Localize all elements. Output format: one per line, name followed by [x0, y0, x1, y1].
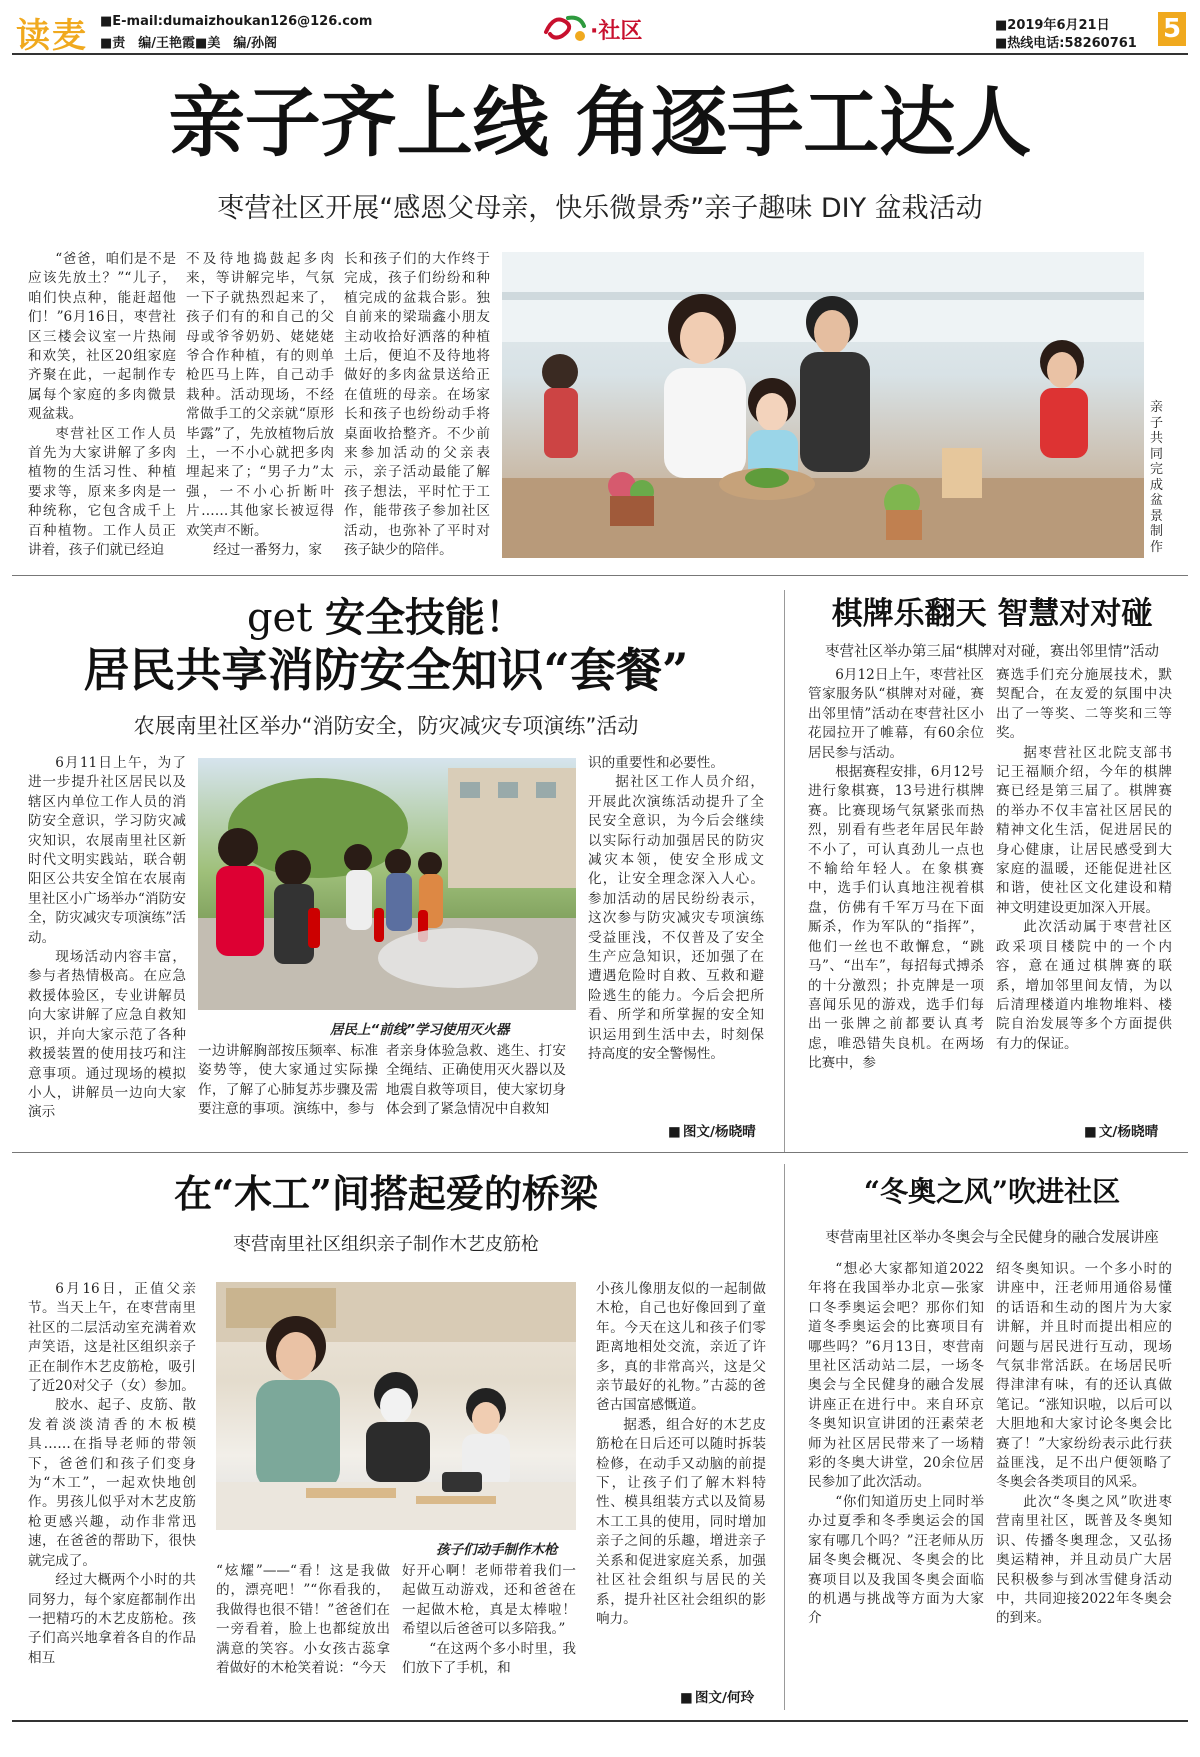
page-bottom-rule — [12, 1720, 1188, 1722]
winter-col1-para-2: “你们知道历史上同时举办过夏季和冬季奥运会的国家有哪几个吗？”汪老师从历届冬奥会概况、冬奥会的比赛项目以及我国冬奥会面临的机遇与挑战等方面为大家介 — [808, 1493, 984, 1627]
lead-col2-para-2: 经过一番努力，家 — [213, 542, 322, 559]
fire-col1-para-2: 现场活动内容丰富，参与者热情极高。在应急救援体验区，专业讲解员向大家讲解了应急自救知识，并向大家示范了各种救援装置的使用技巧和注意事项。通过现场的模拟小人，讲解员一边向大家演示 — [28, 949, 186, 1121]
lead-photo — [502, 252, 1144, 558]
wood-column-1 — [28, 1280, 196, 1706]
wood-col1-para-1: 6月16日，正值父亲节。当天上午，在枣营南里社区的二层活动室充满着欢声笑语，这是社区组织亲子正在制作木艺皮筋枪，吸引了近20对父子（女）参加。 — [28, 1281, 196, 1395]
lead-subheadline: 枣营社区开展“感恩父母亲，快乐微景秀”亲子趣味 DIY 盆栽活动 — [217, 193, 983, 224]
chess-col2-para-1: 赛选手们充分施展技术，默契配合，在友爱的氛围中决出了一等奖、二等奖和三等奖。 — [996, 667, 1172, 742]
lead-bottom-rule — [12, 575, 1188, 576]
wood-column-3 — [402, 1562, 576, 1698]
masthead — [0, 0, 1200, 54]
wood-col4-para-1: 小孩儿像朋友似的一起制做木枪，自己也好像回到了童年。今天在这儿和孩子们零距离地相处交流，亲近了许多，真的非常高兴，这是父亲节最好的礼物。”古蕊的爸爸古国富感慨道。 — [596, 1281, 766, 1414]
masthead-date: ■2019年6月21日 — [995, 18, 1110, 33]
fire-credit: ■ 图文/杨晓晴 — [668, 1120, 756, 1140]
paper-name-logo: 读麦 — [16, 16, 88, 56]
masthead-hotline: ■热线电话:58260761 — [995, 36, 1137, 51]
wood-column-2 — [216, 1562, 390, 1698]
fire-column-3 — [386, 1042, 566, 1140]
winter-col2-para-1: 绍冬奥知识。一个多小时的讲座中，汪老师用通俗易懂的话语和生动的图片为大家讲解，并且时而提出相应的问题与居民进行互动，现场气氛非常活跃。在场居民听得津津有味，有的还认真做笔记。“涨知识啦，以后可以大胆地和大家讨论冬奥会比赛了！”大家纷纷表示此行获益匪浅，足不出户便领略了冬奥会各类项目的风采。 — [996, 1261, 1172, 1491]
wood-photo-caption: 孩子们动手制作木枪 — [436, 1542, 558, 1558]
fire-col3-para-1: 者亲身体验急救、逃生、打安全绳结、正确使用灭火器以及地震自救等项目，使大家切身体会到了紧急情况中自救知 — [386, 1043, 566, 1118]
lead-col1-para-1: “爸爸，咱们是不是应该先放土？”“儿子，咱们快点种，能赶超他们！”6月16日，枣营社区三楼会议室一片热闹和欢笑，社区20组家庭齐聚在此，一起制作专属每个家庭的多肉微景观盆栽。 — [28, 251, 176, 423]
lead-col3-para-1: 长和孩子们的大作终于完成，孩子们纷纷和种植完成的盆栽合影。独自前来的梁瑞鑫小朋友主动收拾好洒落的种植土后，便迫不及待地将做好的多肉盆景送给正在值班的母亲。在场家长和孩子也纷纷动手将桌面收拾整齐。不少前来参加活动的父亲表示，亲子活动最能了解孩子想法，平时忙于工作，能带孩子参加社区活动，也弥补了平时对孩子缺少的陪伴。 — [344, 251, 490, 559]
section-mark-icon — [540, 10, 590, 46]
fire-photo-illustration — [198, 758, 576, 1010]
wood-col2-para-1: “炫耀”——“看！这是我做的，漂亮吧！”“你看我的，我做得也很不错！”爸爸们在一旁看着，脸上也都绽放出满意的笑容。小女孩古蕊拿着做好的木枪笑着说：“今天 — [216, 1563, 390, 1677]
fire-col1-para-1: 6月11日上午，为了进一步提升社区居民以及辖区内单位工作人员的消防安全意识，学习防灾减灾知识，农展南里社区新时代文明实践站，联合朝阳区公共安全馆在农展南里社区小广场举办“消防安全，防灾减灾专项演练”活动。 — [28, 755, 186, 946]
fire-kicker-cn: 安全技能！ — [325, 594, 526, 641]
fire-column-4 — [588, 754, 764, 1126]
fire-kicker — [0, 594, 772, 642]
wood-photo — [216, 1282, 576, 1530]
fire-subheadline: 农展南里社区举办“消防安全，防灾减灾专项演练”活动 — [133, 714, 639, 738]
middle-rule — [12, 1152, 1188, 1153]
wood-col1-para-3: 经过大概两个小时的共同努力，每个家庭都制作出一把精巧的木艺皮筋枪。孩子们高兴地拿着各自的作品相互 — [28, 1572, 196, 1666]
wood-column-4 — [596, 1280, 766, 1680]
chess-col2-para-2: 据枣营社区北院支部书记王福顺介绍，今年的棋牌赛已经是第三届了。棋牌赛的举办不仅丰富社区居民的精神文化生活，促进居民的身心健康，让居民感受到大家庭的温暖，还能促进社区和谐，使社区文化建设和精神文明建设更加深入开展。 — [996, 744, 1172, 916]
page-number-badge: 5 — [1158, 12, 1186, 46]
fire-col4-para-2: 据社区工作人员介绍，开展此次演练活动提升了全民安全意识，为今后会继续以实际行动加强居民的防灾减灾本领，使安全形成文化，让安全理念深入人心。参加活动的居民纷纷表示，这次参与防灾减灾专项演练受益匪浅，不仅普及了安全生产应急知识，还加强了在遭遇危险时自救、互救和避险逃生的能力。今后会把所看、所学和所掌握的安全知识运用到生活中去，时刻保持高度的安全警惕性。 — [588, 774, 764, 1063]
winter-col2-para-2: 此次“冬奥之风”吹进枣营南里社区，既普及冬奥知识、传播冬奥理念，又弘扬奥运精神，并且动员广大居民积极参与到冰雪健身活动中，共同迎接2022年冬奥会的到来。 — [996, 1493, 1172, 1627]
fire-col4-para-1: 识的重要性和必要性。 — [588, 755, 724, 771]
wood-col1-para-2: 胶水、起子、皮筋、散发着淡淡清香的木板模具……在指导老师的带领下，爸爸们和孩子们变身为“木工”，一起欢快地创作。男孩儿似乎对木艺皮筋枪更感兴趣，动作非常迅速，在爸爸的帮助下，很快就完成了。 — [28, 1397, 196, 1569]
masthead-rule — [12, 53, 1188, 55]
wood-credit: ■ 图文/何玲 — [680, 1686, 754, 1706]
chess-column-1 — [808, 666, 984, 1140]
chess-col1-para-2: 根据赛程安排，6月12号进行象棋赛，13号进行棋牌赛。比赛现场气氛紧张而热烈，别看有些老年居民年龄不小了，可认真劲儿一点也不输给年轻人。在象棋赛中，选手们认真地注视着棋盘，仿佛有千军万马在下面厮杀，作为军队的“指挥”，他们一丝也不敢懈怠，“跳马”、“出车”，每招每式搏杀的十分激烈；扑克牌是一项喜闻乐见的游戏，选手们每出一张牌之前都要认真考虑，唯恐错失良机。在两场比赛中，参 — [808, 764, 984, 1072]
chess-headline: 棋牌乐翻天 智慧对对碰 — [831, 596, 1153, 632]
column-divider-right-lower — [784, 1164, 785, 1710]
column-divider-right — [784, 590, 785, 1152]
masthead-editors: ■责 编/王艳霞■美 编/孙阁 — [100, 36, 278, 51]
lead-col2-para-1: 不及待地捣鼓起多肉来，等讲解完毕，气氛一下子就热烈起来了，孩子们有的和自己的父母或爷爷奶奶、姥姥姥爷合作种植，有的则单枪匹马上阵，自己动手栽种。活动现场，不经常做手工的父亲就“原形毕露”了，先放植物后放土，一不小心就把多肉埋起来了；“男子力”太强，一不小心折断叶片……其他家长被逗得欢笑声不断。 — [186, 251, 334, 539]
chess-credit: ■ 文/杨晓晴 — [1084, 1120, 1158, 1140]
chess-column-2 — [996, 666, 1172, 1118]
winter-col1-para-1: “想必大家都知道2022年将在我国举办北京—张家口冬季奥运会吧？那你们知道冬季奥运会的比赛项目有哪些吗？”6月13日，枣营南里社区活动站二层，一场冬奥会与全民健身的融合发展讲座正在进行中。来自环京冬奥知识宣讲团的汪素荣老师为社区居民带来了一场精彩的冬奥大讲堂，20余位居民参加了此次活动。 — [808, 1261, 984, 1491]
winter-headline: “冬奥之风”吹进社区 — [863, 1175, 1121, 1208]
winter-column-1 — [808, 1260, 984, 1708]
fire-column-1 — [28, 754, 186, 1140]
wood-headline: 在“木工”间搭起爱的桥梁 — [174, 1171, 598, 1216]
fire-headline: 居民共享消防安全知识“套餐” — [83, 643, 689, 697]
fire-photo — [198, 758, 576, 1010]
section-title-text: 社区 — [598, 19, 643, 44]
lead-headline: 亲子齐上线 角逐手工达人 — [168, 78, 1032, 167]
section-logo — [540, 10, 690, 50]
fire-kicker-latin: get — [246, 595, 313, 641]
lead-column-2 — [186, 250, 334, 562]
lead-column-1 — [28, 250, 176, 562]
fire-column-2 — [198, 1042, 378, 1140]
chess-col1-para-1: 6月12日上午，枣营社区管家服务队“棋牌对对碰，赛出邻里情”活动在枣营社区小花园拉开了帷幕，有60余位居民参与活动。 — [808, 667, 984, 761]
winter-subheadline: 枣营南里社区举办冬奥会与全民健身的融合发展讲座 — [825, 1230, 1159, 1246]
masthead-email: ■E-mail:dumaizhoukan126@126.com — [100, 14, 373, 29]
chess-col2-para-3: 此次活动属于枣营社区政采项目楼院中的一个内容，意在通过棋牌赛的联系，增加邻里间友情，为以后清理楼道内堆物堆料、楼院自治发展等多个方面提供有力的保证。 — [996, 919, 1172, 1052]
fire-col2-para-1: 一边讲解胸部按压频率、标准姿势等，使大家通过实际操作，了解了心肺复苏步骤及需要注意的事项。演练中，参与 — [198, 1043, 378, 1118]
winter-column-2 — [996, 1260, 1172, 1708]
lead-column-3 — [344, 250, 490, 562]
lead-col1-para-2: 枣营社区工作人员首先为大家讲解了多肉植物的生活习性、种植要求等，原来多肉是一种统称，它包含成千上百种植物。工作人员正讲着，孩子们就已经迫 — [28, 425, 176, 559]
wood-photo-illustration — [216, 1282, 576, 1530]
lead-photo-illustration — [502, 252, 1144, 558]
wood-col3-para-1: 好开心啊！老师带着我们一起做互动游戏，还和爸爸在一起做木枪，真是太棒啦！希望以后爸爸可以多陪我。” — [402, 1563, 576, 1638]
wood-col3-para-2: “在这两个多小时里，我们放下了手机，和 — [402, 1640, 576, 1677]
chess-subheadline: 枣营社区举办第三届“棋牌对对碰，赛出邻里情”活动 — [824, 644, 1160, 660]
section-title: ·社区 — [590, 19, 643, 44]
fire-photo-caption: 居民上“前线”学习使用灭火器 — [330, 1022, 510, 1038]
lead-photo-caption: 亲子共同完成盆景制作 — [1150, 400, 1164, 555]
wood-subheadline: 枣营南里社区组织亲子制作木艺皮筋枪 — [233, 1234, 539, 1255]
wood-col4-para-2: 据悉，组合好的木艺皮筋枪在日后还可以随时拆装检修，在动手又动脑的前提下，让孩子们了解木料特性、模具组装方式以及简易木工工具的使用，同时增加亲子之间的乐趣，增进亲子关系和促进家庭关系，加强社区社会组织与居民的关系，提升社区社会组织的影响力。 — [596, 1416, 766, 1627]
